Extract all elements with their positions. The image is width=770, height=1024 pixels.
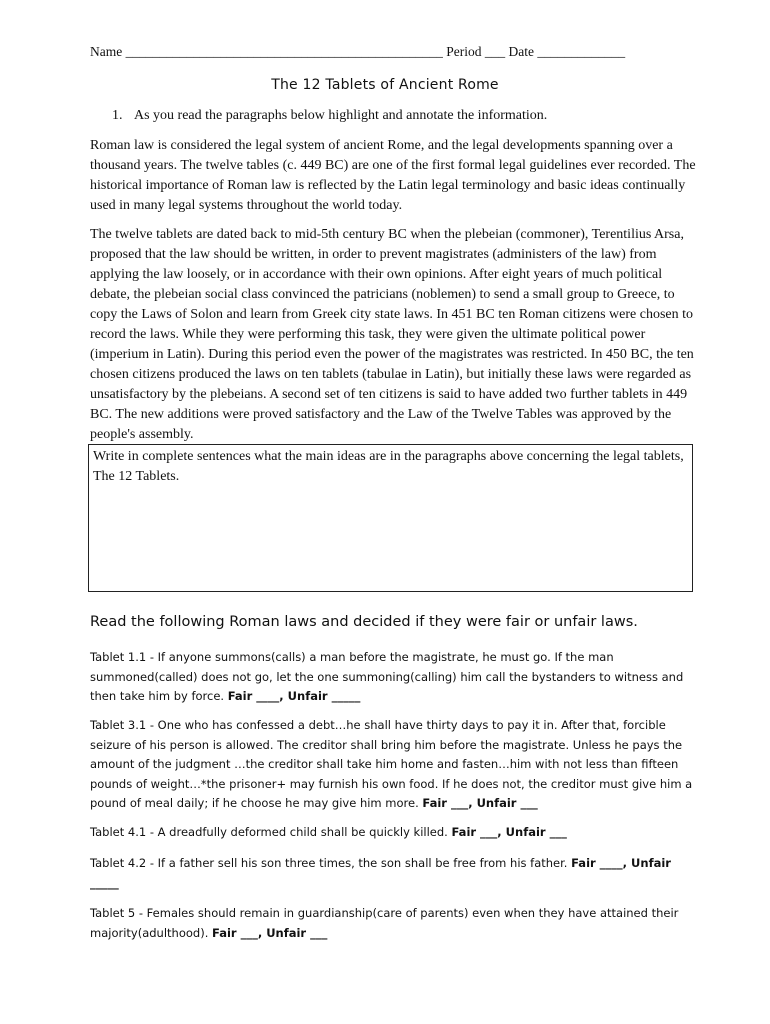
tablet-text: Tablet 3.1 - One who has confessed a debt…he shall have thirty days to pay it in. After that, forcible seizure of his person is allowed. The creditor shall bring him before the magistrate. Unless he pays the amount of the judgment …the creditor shall take him home and fasten…him with not less than fifteen pounds of weight…*the prisoner+ may furnish his own food. If he does not, the creditor must give him a pound of meal daily; if he choose he may give him more.	[90, 718, 693, 810]
paragraph-twelve-tablets-history: The twelve tablets are dated back to mid-5th century BC when the plebeian (commoner), Terentilius Arsa, proposed that the law should be written, in order to prevent magistrates (administers of the law) from applying the law loosely, or in accordance with their own opinions. After eight years of much political debate, the plebeian social class convinced the patricians (noblemen) to send a small group to Greece, to copy the Laws of Solon and learn from Greek city state laws. In 451 BC ten Roman citizens were chosen to record the laws. While they were performing this task, they were given the ultimate political power (imperium in Latin). During this period even the power of the magistrates was restricted. In 450 BC, the ten chosen citizens produced the laws on ten tablets (tabulae in Latin), but initially these laws were regarded as unsatisfactory by the plebeians. A second set of ten citizens is said to have added two further tablets in 449 BC. The new additions were proved satisfactory and the Law of the Twelve Tables was approved by the people's assembly.	[90, 227, 694, 442]
tablet-5	[90, 904, 695, 943]
tablet-text: Tablet 5 - Females should remain in guardianship(care of parents) even when they have attained their majority(adulthood).	[90, 906, 679, 940]
instruction-1	[112, 108, 547, 124]
tablet-text: Tablet 1.1 - If anyone summons(calls) a man before the magistrate, he must go. If the man summoned(called) does not go, let the one summoning(calling) him call the bystanders to witness and then take him by force.	[90, 650, 684, 703]
tablet-text: Tablet 4.1 - A dreadfully deformed child shall be quickly killed.	[90, 825, 452, 839]
fair-unfair-answer[interactable]: Fair ____, Unfair _____	[90, 856, 671, 890]
name-period-date-line: Name _______________________________________________ Period ___ Date _____________	[90, 44, 626, 59]
fair-unfair-answer[interactable]: Fair ___, Unfair ___	[422, 796, 538, 810]
paragraph-roman-law: Roman law is considered the legal system of ancient Rome, and the legal developments spanning over a thousand years. The twelve tables (c. 449 BC) are one of the first formal legal guidelines ever recorded. The historical importance of Roman law is reflected by the Latin legal terminology and basic ideas continually used in many legal systems throughout the world today.	[90, 138, 696, 213]
laws-section-heading: Read the following Roman laws and decided if they were fair or unfair laws.	[90, 614, 638, 630]
tablet-4-2	[90, 854, 695, 893]
tablet-1-1	[90, 648, 695, 707]
tablet-3-1	[90, 716, 695, 814]
fair-unfair-answer[interactable]: Fair ____, Unfair _____	[227, 689, 361, 703]
main-ideas-answer-box[interactable]	[88, 444, 693, 592]
tablet-4-1	[90, 823, 695, 843]
page-title: The 12 Tablets of Ancient Rome	[271, 77, 499, 93]
tablet-text: Tablet 4.2 - If a father sell his son three times, the son shall be free from his father.	[90, 856, 572, 870]
fair-unfair-answer[interactable]: Fair ___, Unfair ___	[212, 925, 328, 940]
fair-unfair-answer[interactable]: Fair ___, Unfair ___	[451, 825, 567, 839]
instruction-text: As you read the paragraphs below highlight and annotate the information.	[134, 108, 548, 123]
instruction-number: 1.	[112, 108, 123, 123]
answer-box-prompt: Write in complete sentences what the main ideas are in the paragraphs above concerning the legal tablets, The 12 Tablets.	[93, 449, 684, 484]
